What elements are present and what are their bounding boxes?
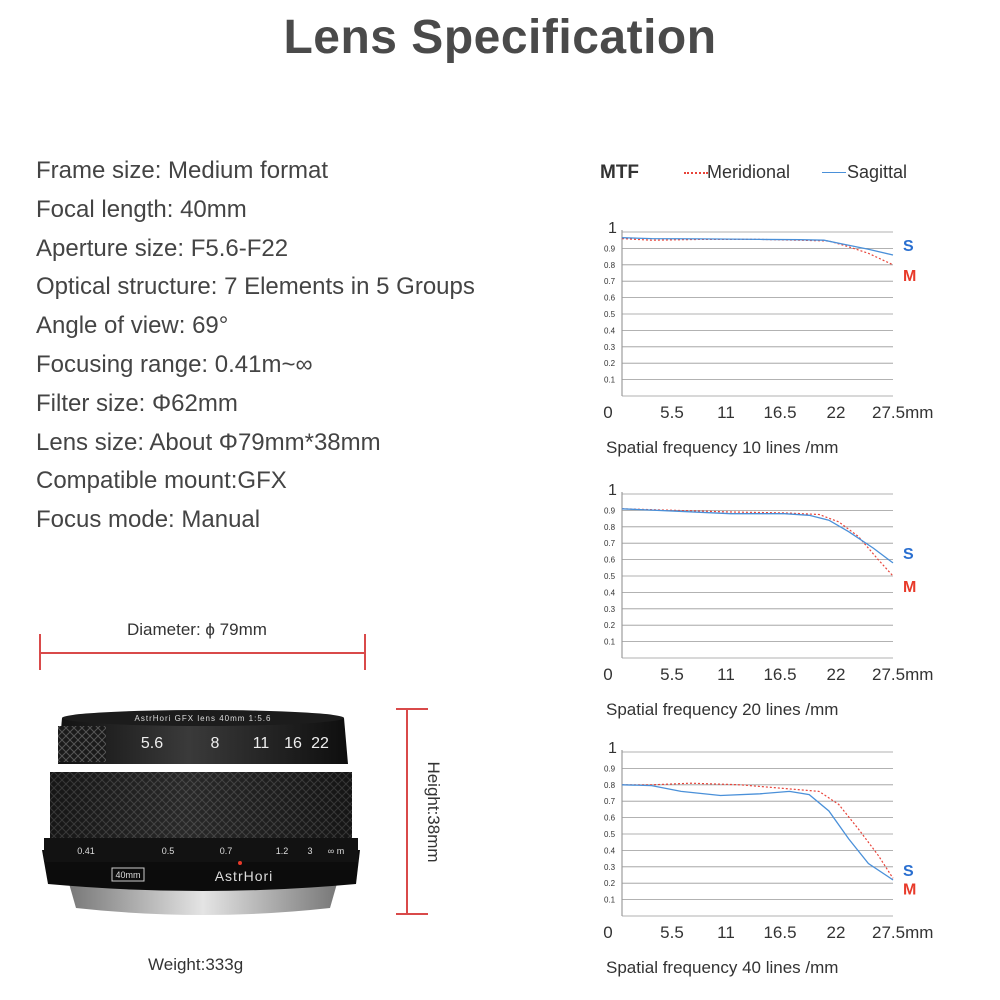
- x-tick-label: 22: [826, 923, 846, 942]
- y-tick-label: 0.5: [604, 310, 616, 319]
- y-tick-label: 0.8: [604, 780, 616, 790]
- mtf-chart-40: [596, 732, 966, 982]
- x-tick-label: 27.5mm: [872, 665, 934, 684]
- y-tick-label: 0.2: [604, 879, 616, 889]
- page-title: Lens Specification: [283, 11, 717, 64]
- mtf-chart-20: [596, 474, 966, 724]
- distance-mark: 0.7: [219, 846, 233, 856]
- x-tick-label: 27.5mm: [872, 923, 934, 942]
- distance-mark: 3: [307, 846, 313, 856]
- height-tick-bottom: [396, 913, 428, 915]
- series-sagittal: [622, 785, 893, 880]
- weight-label: Weight:333g: [148, 955, 244, 974]
- x-tick-label: 16.5: [763, 923, 797, 942]
- series-sagittal: [622, 509, 893, 563]
- x-tick-label: 5.5: [660, 923, 684, 942]
- y-tick-label: 1: [608, 482, 617, 499]
- y-tick-label: 0.6: [604, 293, 616, 303]
- spec-optical-structure: Optical structure: 7 Elements in 5 Groups: [36, 273, 475, 301]
- x-tick-label: 11: [717, 665, 735, 684]
- y-tick-label: 0.9: [604, 764, 616, 774]
- focal-badge-text: 40mm: [115, 870, 141, 880]
- x-tick-label: 11: [717, 403, 735, 422]
- mtf-legend: [600, 160, 960, 190]
- x-tick-label: 22: [826, 665, 846, 684]
- y-tick-label: 0.6: [604, 555, 616, 565]
- height-label: Height:38mm: [424, 761, 443, 863]
- x-tick-label: 11: [717, 923, 735, 942]
- x-tick-label: 27.5mm: [872, 403, 934, 422]
- aperture-mark: 22: [311, 735, 329, 752]
- y-tick-label: 0.7: [604, 797, 616, 807]
- mtf-chart-10: [596, 212, 966, 462]
- y-tick-label: 0.1: [604, 375, 616, 385]
- diameter-tick-left: [39, 634, 41, 670]
- distance-mark: 0.5: [161, 846, 175, 856]
- y-tick-label: 0.4: [604, 326, 616, 336]
- y-tick-label: 0.2: [604, 359, 616, 369]
- spec-list: [36, 152, 475, 540]
- diameter-line: [40, 652, 365, 654]
- y-tick-label: 0.9: [604, 244, 616, 254]
- y-tick-label: 0.3: [604, 342, 616, 352]
- lens-brand-text: AstrHori: [214, 868, 274, 884]
- y-tick-label: 0.3: [604, 604, 616, 614]
- aperture-mark: 16: [284, 735, 302, 752]
- series-end-label-m: M: [903, 267, 917, 285]
- height-tick-top: [396, 708, 428, 710]
- lens-aperture-grip: [58, 726, 106, 762]
- y-tick-label: 0.8: [604, 260, 616, 270]
- aperture-mark: 11: [252, 735, 270, 752]
- x-tick-label: 16.5: [763, 665, 797, 684]
- spec-frame-size: Frame size: Medium format: [36, 157, 329, 184]
- spec-focusing-range: Focusing range: 0.41m~∞: [36, 350, 313, 378]
- spec-lens-size: Lens size: About Φ79mm*38mm: [36, 428, 381, 456]
- y-tick-label: 0.4: [604, 588, 616, 598]
- lens-top-text: AstrHori GFX lens 40mm 1:5.6: [134, 714, 272, 723]
- y-tick-label: 0.5: [604, 830, 616, 839]
- spec-mount: Compatible mount:GFX: [36, 467, 287, 495]
- y-tick-label: 0.9: [604, 506, 616, 516]
- chart-caption: Spatial frequency 10 lines /mm: [606, 438, 839, 457]
- y-tick-label: 0.4: [604, 846, 616, 856]
- series-meridional: [622, 509, 893, 576]
- y-tick-label: 0.7: [604, 539, 616, 549]
- spec-filter-size: Filter size: Φ62mm: [36, 389, 238, 417]
- y-tick-label: 0.3: [604, 862, 616, 872]
- distance-mark: ∞ m: [327, 846, 345, 856]
- spec-focus-mode: Focus mode: Manual: [36, 506, 261, 534]
- y-tick-label: 1: [608, 220, 617, 237]
- spec-angle-of-view: Angle of view: 69°: [36, 312, 229, 340]
- y-tick-label: 0.2: [604, 621, 616, 631]
- lens-image: [38, 700, 368, 920]
- series-end-label-s: S: [903, 237, 914, 255]
- x-tick-label: 22: [826, 403, 846, 422]
- y-tick-label: 0.1: [604, 895, 616, 905]
- series-meridional: [622, 783, 893, 878]
- series-end-label-s: S: [903, 862, 914, 880]
- series-meridional: [622, 239, 893, 265]
- y-tick-label: 0.6: [604, 813, 616, 823]
- distance-mark: 0.41: [77, 846, 95, 856]
- aperture-mark: 5.6: [140, 735, 164, 752]
- y-tick-label: 0.7: [604, 277, 616, 287]
- chart-caption: Spatial frequency 40 lines /mm: [606, 958, 839, 977]
- x-tick-label: 16.5: [763, 403, 797, 422]
- y-tick-label: 0.1: [604, 637, 616, 647]
- legend-mtf-title: MTF: [600, 162, 640, 183]
- x-tick-label: 5.5: [660, 665, 684, 684]
- x-tick-label: 5.5: [660, 403, 684, 422]
- y-tick-label: 0.8: [604, 522, 616, 532]
- distance-mark: 1.2: [275, 846, 289, 856]
- series-end-label-m: M: [903, 881, 917, 899]
- x-tick-label: 0: [603, 923, 613, 942]
- diameter-label: Diameter: ϕ 79mm: [127, 620, 267, 639]
- series-end-label-s: S: [903, 545, 914, 563]
- x-tick-label: 0: [603, 665, 613, 684]
- y-tick-label: 1: [608, 740, 617, 757]
- legend-meridional: Meridional: [707, 162, 791, 182]
- height-line: [406, 708, 408, 915]
- x-tick-label: 0: [603, 403, 613, 422]
- legend-sagittal: Sagittal: [847, 162, 908, 182]
- y-tick-label: 0.5: [604, 572, 616, 581]
- aperture-mark: 8: [210, 735, 220, 752]
- series-end-label-m: M: [903, 579, 917, 596]
- legend-meridional-swatch: [684, 172, 708, 174]
- diameter-tick-right: [364, 634, 366, 670]
- spec-focal-length: Focal length: 40mm: [36, 195, 247, 223]
- index-dot: [238, 861, 242, 865]
- chart-caption: Spatial frequency 20 lines /mm: [606, 700, 839, 719]
- legend-sagittal-swatch: [822, 172, 846, 173]
- spec-aperture: Aperture size: F5.6-F22: [36, 234, 289, 262]
